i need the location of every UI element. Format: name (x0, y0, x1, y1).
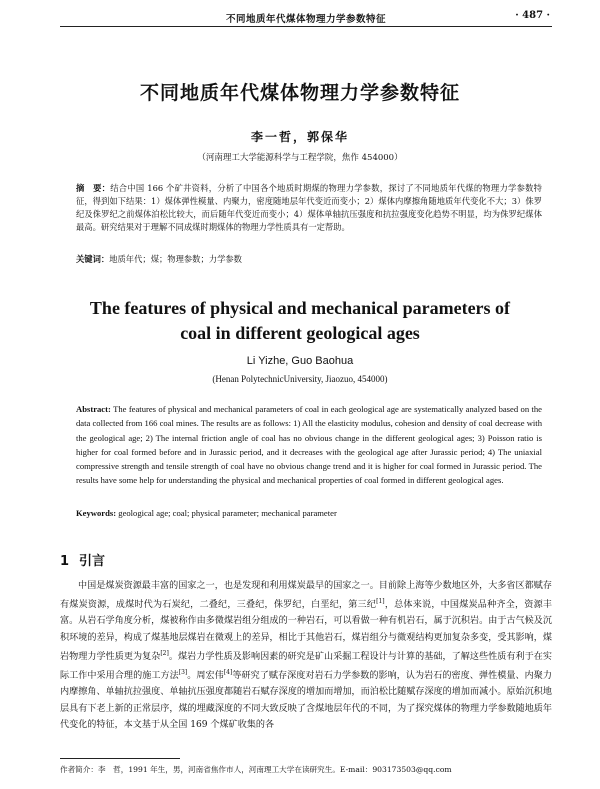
abstract-en-label: Abstract: (76, 404, 111, 414)
abstract-cn (76, 182, 542, 234)
abstract-cn-label: 摘 要： (76, 183, 111, 193)
intro-text-2: ，总体来说，中国煤炭品种齐全，资源丰富。从岩石学角度分析，煤被称作由多微煤岩组分组成的一种岩石，可以看做一种有机岩石，属于沉积岩。由于古气候及沉积环境的差异，构成了煤基地层煤岩在微观上的差异，相比于其他岩石，煤岩组分与微观结构更加复杂多变，受其影响，煤岩物理力学性质更为复杂 (60, 600, 552, 662)
intro-text-5: 等研究了赋存深度对岩石力学参数的影响，认为岩石的密度、弹性模量、内聚力内摩擦角、单轴抗拉强度、单轴抗压强度都随岩石赋存深度的增加而增加，而泊松比随赋存深度的增加而减小。原始沉积地层具有下老上新的正常层序，煤的埋藏深度的不同大致反映了含煤地层年代的不同，为了探究煤体的物理力学参数随地质年代变化的特征，本文基于从全国 169 个煤矿收集的各 (60, 671, 552, 730)
keywords-cn-label: 关键词： (76, 254, 110, 264)
keywords-en (76, 508, 542, 518)
keywords-cn (76, 253, 542, 265)
footnote-divider (60, 758, 180, 759)
running-header-title: 不同地质年代煤体物理力学参数特征 (225, 14, 386, 25)
introduction-paragraph (60, 578, 552, 733)
paper-title-en-line2: coal in different geological ages (180, 323, 420, 343)
intro-text-1: 中国是煤炭资源最丰富的国家之一，也是发现和利用煤炭最早的国家之一。目前除上海等少数地区外，大多省区都赋存有煤炭资源，成煤时代为石炭纪，二叠纪，三叠纪，侏罗纪，白垩纪，第三纪 (60, 581, 552, 611)
keywords-cn-text: 地质年代；煤；物理参数；力学参数 (109, 254, 242, 264)
authors-en: Li Yizhe, Guo Baohua (246, 355, 354, 367)
citation-ref-1[interactable]: [1] (376, 598, 385, 606)
authors-cn: 李一哲，郭保华 (250, 130, 349, 144)
intro-text-4: 。周宏伟 (187, 671, 224, 682)
author-footnote: 作者简介：李 哲，1991 年生，男，河南省焦作市人，河南理工大学在读研究生。E-mail：903173503@qq.com (60, 765, 452, 774)
citation-ref-4[interactable]: [4] (223, 669, 233, 677)
section-heading (60, 550, 105, 569)
paper-title-en (0, 296, 600, 346)
keywords-en-text: geological age; coal; physical parameter; mechanical parameter (118, 508, 337, 518)
section-title: 引言 (79, 554, 106, 569)
page-number: · 487 · (515, 10, 550, 21)
running-header (60, 10, 552, 27)
paper-title-en-line1: The features of physical and mechanical parameters of (89, 298, 511, 318)
citation-ref-2[interactable]: [2] (160, 649, 169, 657)
abstract-cn-text: 结合中国 166 个矿井资料，分析了中国各个地质时期煤的物理力学参数，探讨了不同地质年代煤的物理力学参数特征，得到如下结果：1）煤体弹性模量、内聚力，密度随地层年代变近而变小；2）煤体内摩擦角随地质年代变化不大；3）侏罗纪及侏罗纪之前煤体泊松比较大，而后随年代变近而变小；4）煤体单轴抗压强度和抗拉强度变化趋势不明显，均为侏罗纪煤体最高。研究结果对于理解不同成煤时期煤体的物理力学性质具有一定帮助。 (76, 183, 542, 232)
citation-ref-3[interactable]: [3] (178, 669, 188, 677)
section-number: 1 (60, 554, 70, 569)
intro-text-3: 。煤岩力学性质及影响因素的研究是矿山采掘工程设计与计算的基础，了解这些性质有利于在实际工作中采用合理的施工方法 (60, 651, 552, 682)
paper-title-cn: 不同地质年代煤体物理力学参数特征 (139, 82, 460, 104)
keywords-en-label: Keywords: (76, 508, 117, 518)
affiliation-cn: （河南理工大学能源科学与工程学院，焦作 454000） (197, 153, 403, 163)
abstract-en (76, 402, 542, 488)
affiliation-en: (Henan PolytechnicUniversity, Jiaozuo, 454000) (212, 374, 388, 384)
abstract-en-text: The features of physical and mechanical parameters of coal in each geological age are systematically analyzed based on the data collected from 166 coal mines. The results are as follows: 1) All the elasticity modulus, cohesion and density of coal decrease with the geological age; 2) The internal friction angle of coal has no obvious change in the different geological ages; 3) Poisson ratio is higher for coal formed before and in Jurassic period, and it decreases with the geological age after Jurassic period; 4) The uniaxial compressive strength and tensile strength of coal have no obvious change trend and it is higher for coal formed in Jurassic period. The results have some help for understanding the physical and mechanical properties of coal formed in different geological ages. (76, 404, 542, 486)
